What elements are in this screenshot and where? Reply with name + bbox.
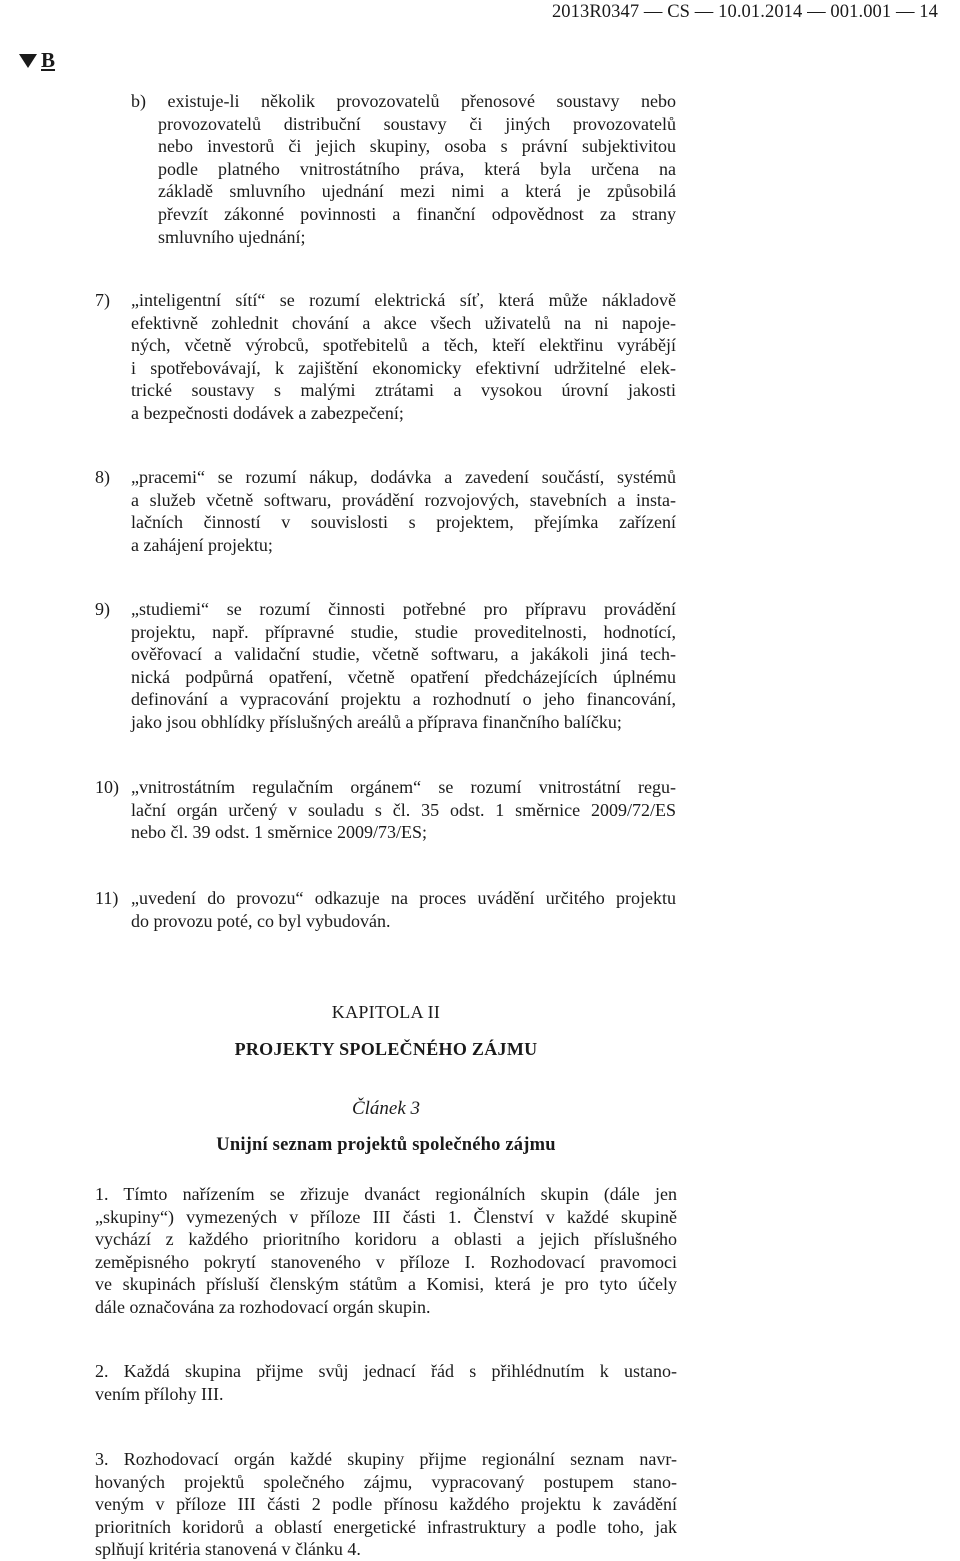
document-header: 2013R0347 — CS — 10.01.2014 — 001.001 — 14	[551, 2, 938, 22]
paragraph-3	[95, 1448, 677, 1561]
definition-line: a bezpečnosti dodávek a zabezpečení;	[131, 402, 404, 423]
definition-number: 9)	[95, 599, 110, 619]
item-b-line: b) existuje-li několik provozovatelů přenosové soustavy nebo	[131, 91, 676, 111]
paragraph-line: 3. Rozhodovací orgán každé skupiny přijme regionální seznam navr-	[95, 1449, 677, 1469]
paragraph-line: 1. Tímto nařízením se zřizuje dvanáct regionálních skupin (dále jen	[95, 1184, 677, 1204]
item-b-line: smluvního ujednání;	[158, 226, 306, 247]
definition-number: 7)	[95, 290, 110, 310]
paragraph-line: 2. Každá skupina přijme svůj jednací řád s přihlédnutím k ustano-	[95, 1361, 677, 1381]
definition-line: „uvedení do provozu“ odkazuje na proces uvádění určitého projektu	[131, 888, 676, 908]
definition-line: do provozu poté, co byl vybudován.	[131, 910, 391, 931]
paragraph-1	[95, 1183, 677, 1319]
item-b-line: nebo investorů či jejich skupiny, osoba s právní subjektivitou	[158, 136, 676, 157]
definition-11	[131, 887, 676, 932]
definition-line: nická podpůrná opatření, včetně opatření předcházejících úplnému	[131, 666, 676, 687]
definition-line: i spotřebovávají, k zajištění ekonomicky efektivní udržitelné elek-	[131, 357, 676, 378]
paragraph-line: dále označována za rozhodovací orgán skupin.	[95, 1296, 431, 1317]
item-b-line: převzít zákonné povinnosti a finanční odpovědnost za strany	[158, 203, 676, 224]
item-b-line: provozovatelů distribuční soustavy či jiných provozovatelů	[158, 113, 676, 134]
definition-number: 10)	[95, 777, 119, 797]
article-title: Unijní seznam projektů společného zájmu	[216, 1135, 556, 1155]
amendment-marker	[19, 48, 55, 73]
paragraph-line: hovaných projektů společného zájmu, vypracovaný postupem stano-	[95, 1471, 677, 1492]
paragraph-2	[95, 1360, 677, 1405]
triangle-down-icon	[19, 54, 37, 68]
definition-line: „pracemi“ se rozumí nákup, dodávka a zavedení součástí, systémů	[131, 467, 676, 487]
definition-line: a služeb včetně softwaru, provádění rozvojových, stavebních a insta-	[131, 489, 676, 510]
definition-line: projektu, např. přípravné studie, studie proveditelnosti, hodnotící,	[131, 621, 676, 642]
definition-line: „vnitrostátním regulačním orgánem“ se rozumí vnitrostátní regu-	[131, 777, 676, 797]
definition-line: „studiemi“ se rozumí činnosti potřebné pro přípravu provádění	[131, 599, 676, 619]
definition-line: trické soustavy s malými ztrátami a vysokou úrovní jakosti	[131, 380, 676, 401]
definition-8	[131, 466, 676, 556]
definition-line: „inteligentní sítí“ se rozumí elektrická síť, která může nákladově	[131, 290, 676, 310]
article-label: Článek 3	[351, 1098, 421, 1119]
definition-line: a zahájení projektu;	[131, 534, 273, 555]
definition-line: efektivně zohlednit chování a akce všech uživatelů na ni napoje-	[131, 312, 676, 333]
paragraph-line: veným v příloze III části 2 podle přínosu každého projektu k zavádění	[95, 1494, 677, 1515]
definition-line: ověřovací a validační studie, včetně softwaru, a jakákoli jiná tech-	[131, 644, 676, 665]
paragraph-line: vychází z každého prioritního koridoru a oblasti a jejich příslušného	[95, 1229, 677, 1250]
definition-line: ných, včetně výrobců, spotřebitelů a těch, kteří elektřinu vyrábějí	[131, 335, 676, 356]
definition-number: 8)	[95, 467, 110, 487]
definition-line: lačních činností v souvislosti s projektem, přejímka zařízení	[131, 512, 676, 533]
paragraph-line: ve skupinách přísluší členským státům a Komisi, která je pro tyto účely	[95, 1274, 677, 1295]
chapter-label: KAPITOLA II	[331, 1002, 441, 1022]
paragraph-line: prioritních koridorů a oblastí energetické infrastruktury a podle toho, jak	[95, 1516, 677, 1537]
item-b-line: podle platného vnitrostátního práva, která byla určena na	[158, 158, 676, 179]
item-b	[131, 90, 676, 248]
paragraph-line: zeměpisného pokrytí stanoveného v příloze I. Rozhodovací pravomoci	[95, 1251, 677, 1272]
paragraph-line: „skupiny“) vymezených v příloze III části 1. Členství v každé skupině	[95, 1206, 677, 1227]
definition-line: jako jsou obhlídky příslušných areálů a příprava finančního balíčku;	[131, 711, 622, 732]
definition-10	[131, 776, 676, 844]
paragraph-line: vením přílohy III.	[95, 1383, 224, 1404]
definition-line: nebo čl. 39 odst. 1 směrnice 2009/73/ES;	[131, 822, 427, 843]
chapter-title: PROJEKTY SPOLEČNÉHO ZÁJMU	[234, 1039, 538, 1059]
definition-number: 11)	[95, 888, 119, 908]
paragraph-line: splňují kritéria stanovená v článku 4.	[95, 1539, 361, 1560]
definition-7	[131, 289, 676, 425]
definition-line: lační orgán určený v souladu s čl. 35 odst. 1 směrnice 2009/72/ES	[131, 799, 676, 820]
amendment-marker-label: B	[41, 48, 56, 72]
definition-line: definování a vypracování projektu a rozhodnutí o jeho financování,	[131, 689, 676, 710]
item-b-line: základě smluvního ujednání mezi nimi a která je způsobilá	[158, 181, 676, 202]
definition-9	[131, 598, 676, 734]
